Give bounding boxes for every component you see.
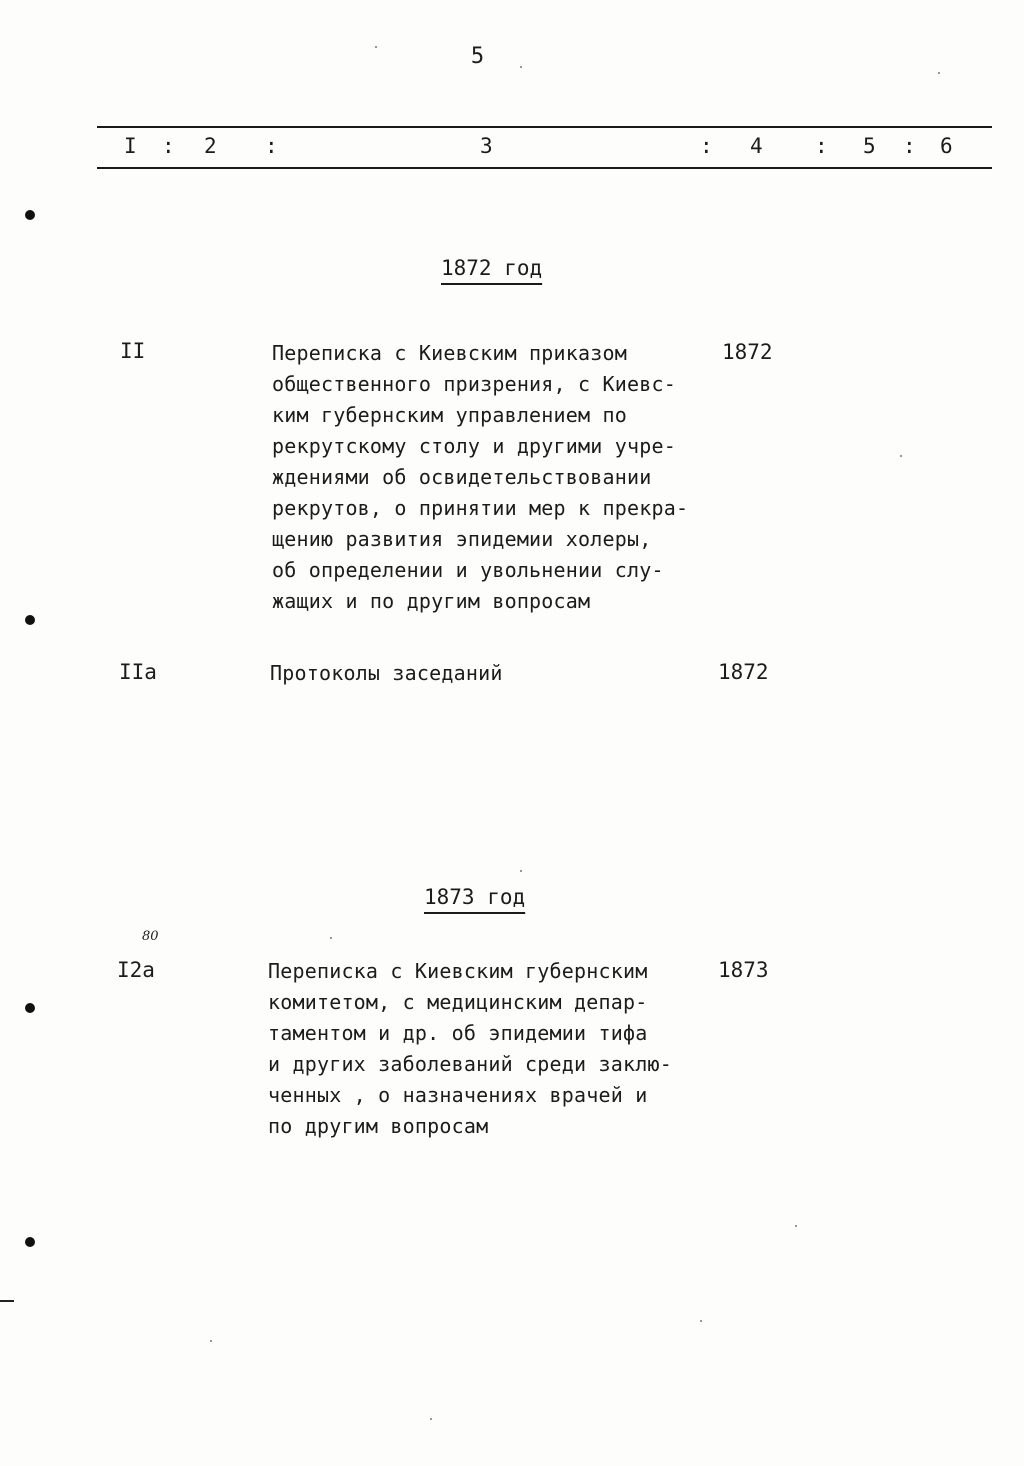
scan-speck (520, 66, 522, 68)
scan-speck (520, 870, 522, 872)
scan-speck (900, 455, 902, 457)
punch-hole (25, 1003, 35, 1013)
scan-speck (210, 1340, 212, 1342)
entry-description: Переписка с Киевским губернским комитетом, с медицинским депар- таментом и др. об эпидемии тифа и других заболеваний среди заклю- ченных , о назначениях врачей и по другим вопросам (268, 959, 672, 1138)
scan-speck (375, 46, 377, 48)
entry-dates: 1872 (718, 660, 769, 684)
scan-speck (938, 72, 940, 74)
entry-description: Переписка с Киевским приказом общественного призрения, с Киевс- ким губернским управлением по рекрутскому столу и другими учре- ждениями об освидетельствовании рекрутов, о принятии мер к прекра- щению развития эпидемии холеры, об определении и увольнении слу- жащих и по другим вопросам (272, 341, 689, 613)
entry-number: II (120, 339, 146, 363)
column-header-3: 3 (480, 134, 493, 158)
punch-hole (25, 1237, 35, 1247)
column-header-4: 4 (750, 134, 763, 158)
entry-dates: 1872 (722, 340, 773, 364)
entry-dates: 1873 (718, 958, 769, 982)
column-header-5: 5 (863, 134, 876, 158)
year-heading-1872: 1872 год (441, 256, 543, 280)
column-header-1: I (124, 134, 137, 158)
punch-hole (25, 210, 35, 220)
column-separator: : (162, 134, 175, 158)
column-header-2: 2 (204, 134, 217, 158)
column-separator: : (265, 134, 278, 158)
punch-hole (25, 615, 35, 625)
column-header-6: 6 (940, 134, 953, 158)
entry-number: I2a (117, 958, 155, 982)
column-separator: : (815, 134, 828, 158)
scan-speck (430, 1418, 432, 1420)
page-number: 5 (470, 44, 485, 69)
year-heading-1873: 1873 год (424, 885, 526, 909)
handwritten-annotation: 80 (142, 929, 159, 944)
entry-description: Протоколы заседаний (270, 661, 503, 685)
scan-speck (700, 1320, 702, 1322)
table-header-bottom-rule (97, 167, 992, 169)
scan-speck (795, 1225, 797, 1227)
scan-speck (330, 937, 332, 939)
scan-mark (0, 1300, 14, 1302)
column-separator: : (700, 134, 713, 158)
table-header-top-rule (97, 126, 992, 128)
column-separator: : (903, 134, 916, 158)
entry-number: IIa (119, 660, 157, 684)
